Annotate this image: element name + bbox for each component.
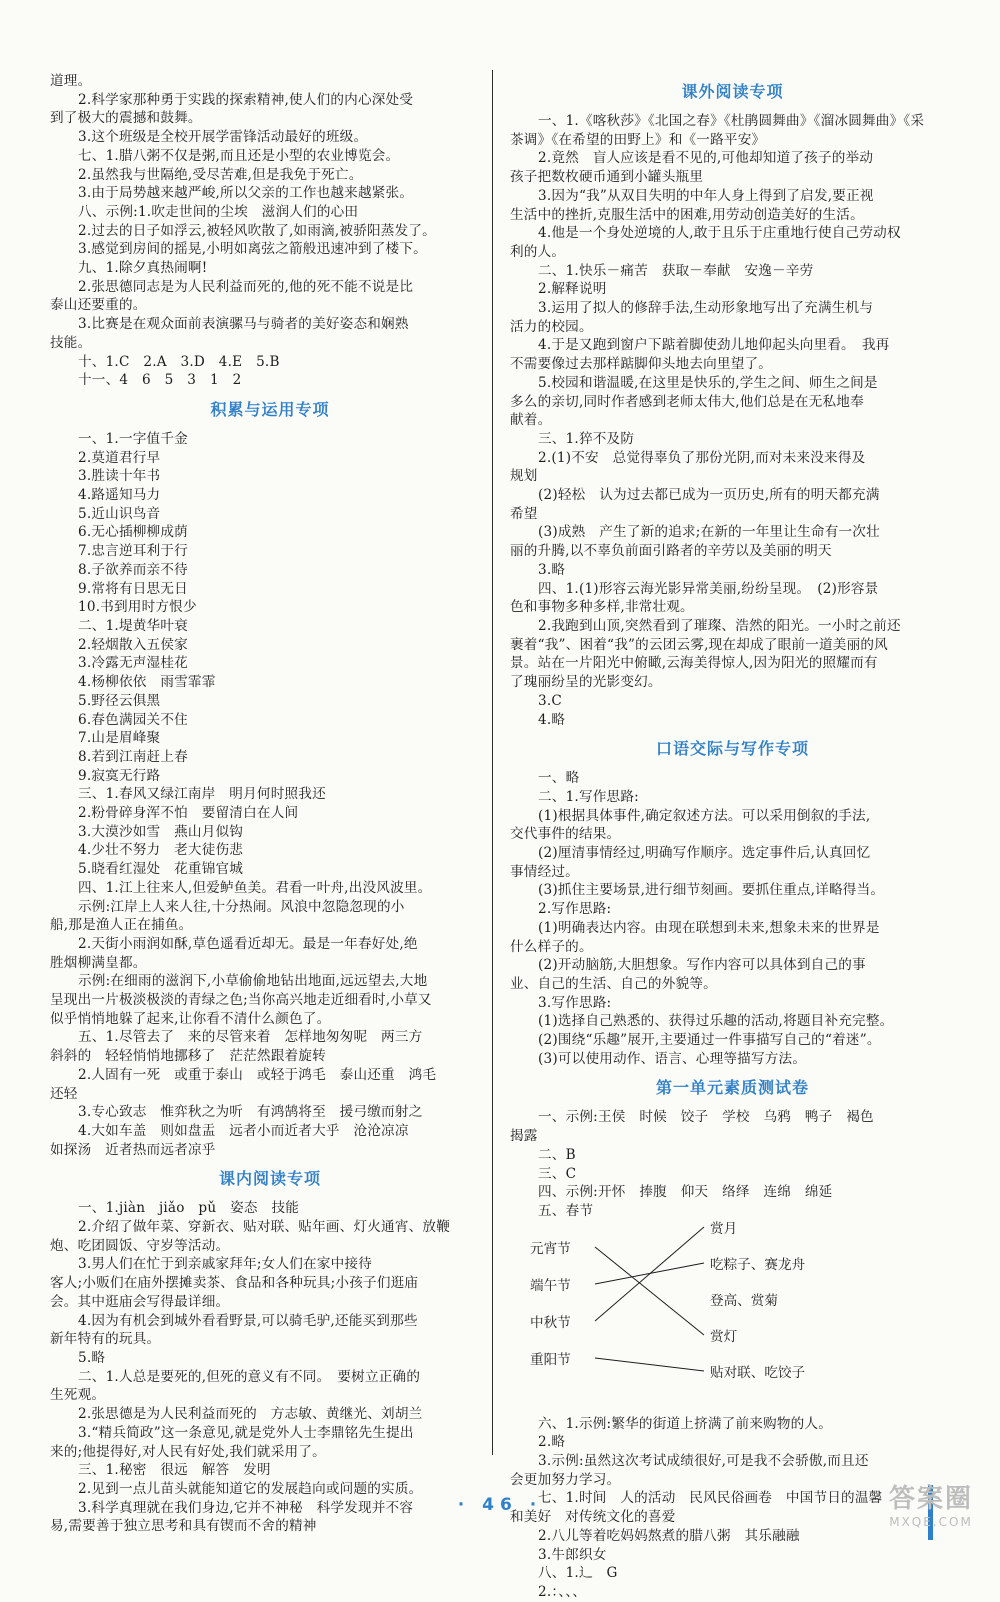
answer-line: 4.他是一个身处逆境的人,敢于且乐于庄重地行使自己劳动权 — [538, 225, 901, 242]
answer-line: 三、C — [538, 1165, 577, 1182]
answer-line: 4.路遥知马力 — [78, 487, 161, 504]
answer-line: 2.张思德是为人民利益而死的 方志敏、黄继光、刘胡兰 — [78, 1406, 423, 1423]
match-left-item: 元宵节 — [530, 1240, 571, 1257]
answer-line: 生活中的挫折,克服生活中的困难,用劳动创造美好的生活。 — [510, 206, 864, 223]
answer-line: 五、1.尽管去了 来的尽管来着 怎样地匆匆呢 两三方 — [78, 1029, 423, 1046]
match-right-item: 吃粽子、赛龙舟 — [710, 1256, 806, 1273]
answer-line: 3.胜读十年书 — [78, 468, 161, 485]
answer-line: 示例:江岸上人来人往,十分热闹。风浪中忽隐忽现的小 — [78, 898, 405, 915]
answer-line: 易,需要善于独立思考和具有锲而不舍的精神 — [50, 1518, 317, 1535]
answer-line: 2.写作思路: — [538, 901, 612, 918]
answer-line: 五、春节 — [538, 1202, 594, 1219]
answer-line: 9.常将有日思无日 — [78, 580, 188, 597]
answer-line: 九、1.除夕真热闹啊! — [78, 260, 208, 277]
answer-line: 3.运用了拟人的修辞手法,生动形象地写出了充满生机与 — [538, 300, 874, 317]
answer-line: 二、1.写作思路: — [538, 788, 639, 805]
match-left-item: 端午节 — [530, 1277, 571, 1294]
answer-line: 丽的升腾,以不辜负前面引路者的辛劳以及美丽的明天 — [510, 543, 832, 560]
section-heading: 积累与运用专项 — [210, 399, 330, 419]
answer-line: 胜烟柳满皇都。 — [50, 954, 147, 971]
answer-line: 3.C — [538, 692, 562, 709]
answer-line: 一、示例:王侯 时候 饺子 学校 乌鸦 鸭子 褐色 — [538, 1109, 874, 1126]
answer-line: 八、1.辶 G — [538, 1565, 618, 1582]
answer-line: 炮、吃团圆饭、守岁等活动。 — [50, 1237, 230, 1254]
answer-line: 到了极大的震撼和鼓舞。 — [50, 110, 202, 127]
answer-line: 3.科学真理就在我们身边,它并不神秘 科学发现并不容 — [78, 1499, 414, 1516]
watermark-text: 答案圈 — [888, 1484, 973, 1514]
answer-line: 道理。 — [50, 73, 92, 89]
answer-line: 泰山还要重的。 — [50, 297, 147, 314]
answer-line: 5.晓看红湿处 花重锦官城 — [78, 861, 244, 878]
answer-line: 斜斜的 轻轻悄悄地挪移了 茫茫然跟着旋转 — [50, 1048, 326, 1065]
answer-line: 8.若到江南赶上春 — [78, 748, 188, 765]
answer-line: 5.野径云俱黑 — [78, 692, 161, 709]
answer-line: 2.天街小雨润如酥,草色遥看近却无。最是一年春好处,绝 — [78, 935, 418, 952]
answer-line: 技能。 — [50, 334, 92, 351]
answer-line: 9.寂寞无行路 — [78, 767, 161, 784]
answer-line: 5.校园和谐温暖,在这里是快乐的,学生之间、师生之间是 — [538, 374, 878, 391]
answer-line: 四、1.(1)形容云海光影异常美丽,纷纷呈现。 (2)形容景 — [538, 580, 879, 597]
match-right-item: 赏月 — [710, 1220, 738, 1237]
answer-line: 孩子把数枚硬币通到小罐头瓶里 — [510, 169, 704, 186]
match-left-item: 重阳节 — [530, 1351, 571, 1368]
answer-line: 2.略 — [538, 1434, 566, 1451]
answer-line: 2.(1)不安 总觉得辜负了那份光阴,而对未来没来得及 — [538, 449, 866, 466]
answer-line: 7.忠言逆耳利于行 — [78, 543, 188, 560]
answer-line: 3.牛郎织女 — [538, 1546, 607, 1563]
answer-line: 客人;小贩们在庙外摆摊卖茶、食品和各种玩具;小孩子们逛庙 — [50, 1275, 419, 1292]
answer-line: 一、略 — [538, 770, 580, 787]
answer-line: 了瑰丽纷呈的光影变幻。 — [510, 674, 662, 691]
answer-line: 3.大漠沙如雪 燕山月似钩 — [78, 823, 244, 840]
answer-line: 交代事件的结果。 — [510, 826, 621, 843]
match-line-3 — [595, 1358, 704, 1371]
answer-line: 生死观。 — [50, 1387, 106, 1404]
match-right-item: 赏灯 — [710, 1328, 738, 1345]
answer-line: 来的;他提得好,对人民有好处,我们就采用了。 — [50, 1443, 326, 1460]
matching-lines — [510, 1223, 955, 1413]
answer-line: 献着。 — [510, 412, 552, 429]
answer-line: 4.杨柳依依 雨雪霏霏 — [78, 674, 216, 691]
answer-line: 三、1.春风又绿江南岸 明月何时照我还 — [78, 786, 326, 803]
answer-line: 2.：、、、 — [538, 1584, 587, 1600]
answer-line: 活力的校园。 — [510, 318, 593, 335]
answer-line: 茶调》《在希望的田野上》和《一路平安》 — [510, 131, 766, 148]
answer-line: 三、1.猝不及防 — [538, 430, 635, 447]
answer-line: 3.冷露无声湿桂花 — [78, 655, 188, 672]
answer-line: 裹着“我”、困着“我”的云团云雾,现在却成了眼前一道美丽的风 — [510, 636, 888, 653]
answer-line: 景。站在一片阳光中俯瞰,云海美得惊人,因为阳光的照耀而有 — [510, 655, 878, 672]
answer-line: 2.张思德同志是为人民利益而死的,他的死不能不说是比 — [78, 278, 414, 295]
answer-line: 十一、4 6 5 3 1 2 — [78, 372, 242, 389]
page-number: · 46 · — [457, 1495, 543, 1515]
answer-line: 2.竟然 盲人应该是看不见的,可他却知道了孩子的举动 — [538, 150, 874, 167]
answer-line: 和美好 对传统文化的喜爱 — [510, 1509, 676, 1526]
answer-line: 3.略 — [538, 561, 566, 578]
answer-line: 二、1.快乐－痛苦 获取－奉献 安逸－辛劳 — [538, 262, 814, 279]
answer-line: 8.子欲养而亲不待 — [78, 561, 188, 578]
answer-line: (1)明确表达内容。由现在联想到未来,想象未来的世界是 — [538, 919, 880, 936]
answer-line: 一、1.一字值千金 — [78, 430, 188, 447]
answer-line: 4.因为有机会到城外看看野景,可以骑毛驴,还能买到那些 — [78, 1312, 418, 1329]
answer-line: 3.专心致志 惟弈秋之为听 有鸿鹄将至 援弓缴而射之 — [78, 1104, 423, 1121]
watermark-logo — [872, 1478, 990, 1529]
answer-line: 七、1.腊八粥不仅是粥,而且还是小型的农业博览会。 — [78, 147, 400, 164]
answer-line: 业、自己的生活、自己的外貌等。 — [510, 975, 717, 992]
answer-line: 不需要像过去那样踮脚仰头地去向里望了。 — [510, 356, 773, 373]
answer-line: 5.略 — [78, 1350, 106, 1366]
answer-line: 2.过去的日子如浮云,被轻风吹散了,如雨滴,被骄阳蒸发了。 — [78, 222, 436, 239]
answer-line: 6.无心插柳柳成荫 — [78, 524, 188, 541]
answer-line: 10.书到用时方恨少 — [78, 599, 197, 616]
answer-line: 规划 — [510, 468, 538, 485]
section-heading: 口语交际与写作专项 — [655, 739, 809, 759]
column-divider — [492, 70, 493, 1455]
match-line-0 — [595, 1247, 704, 1335]
answer-line: 2.莫道君行早 — [78, 449, 161, 466]
answer-line: 三、1.秘密 很远 解答 发明 — [78, 1462, 271, 1479]
answer-line: 七、1.时间 人的活动 民风民俗画卷 中国节日的温馨 — [538, 1490, 883, 1507]
answer-line: 7.山是眉峰聚 — [78, 730, 161, 747]
answer-line: 3.示例:虽然这次考试成绩很好,可是我不会骄傲,而且还 — [538, 1453, 869, 1470]
answer-line: 二、1.堤黄华叶衰 — [78, 617, 188, 634]
answer-line: 4.大如车盖 则如盘盂 远者小而近者大乎 沧沧凉凉 — [78, 1122, 409, 1139]
answer-line: 一、1.《喀秋莎》《北国之春》《杜鹃圆舞曲》《溜冰圆舞曲》《采 — [538, 113, 925, 129]
answer-line: 希望 — [510, 505, 538, 522]
section-heading: 课内阅读专项 — [218, 1169, 321, 1189]
answer-line: 3.写作思路: — [538, 994, 612, 1011]
answer-line: 2.虽然我与世隔绝,受尽苦难,但是我免于死亡。 — [78, 166, 363, 183]
watermark-url: MXQE.COM — [889, 1515, 973, 1529]
answer-line: 四、示例:开怀 捧腹 仰天 络绎 连绵 绵延 — [538, 1184, 833, 1201]
answer-line: (1)选择自己熟悉的、获得过乐趣的活动,将题目补充完整。 — [538, 1013, 894, 1030]
answer-line: (2)厘清事情经过,明确写作顺序。选定事件后,认真回忆 — [538, 845, 871, 862]
answer-line: 2.人固有一死 或重于泰山 或轻于鸿毛 泰山还重 鸿毛 — [78, 1066, 437, 1083]
answer-line: 利的人。 — [510, 243, 566, 260]
answer-line: 3.由于局势越来越严峻,所以父亲的工作也越来越紧张。 — [78, 185, 414, 202]
answer-line: 船,那是渔人正在捕鱼。 — [50, 917, 193, 934]
answer-line: 新年特有的玩具。 — [50, 1331, 161, 1348]
right-column — [510, 72, 955, 1602]
answer-line: 二、1.人总是要死的,但死的意义有不同。 要树立正确的 — [78, 1368, 421, 1385]
answer-line: 2.粉骨碎身浑不怕 要留清白在人间 — [78, 805, 299, 822]
answer-line: 多么的亲切,同时作者感到老师太伟大,他们总是在无私地奉 — [510, 393, 864, 410]
answer-line: 2.科学家那种勇于实践的探索精神,使人们的内心深处受 — [78, 91, 414, 108]
answer-line: 4.略 — [538, 711, 566, 728]
answer-line: 4.少壮不努力 老大徒伤悲 — [78, 842, 244, 859]
answer-line: (2)轻松 认为过去都已成为一页历史,所有的明天都充满 — [538, 487, 880, 504]
answer-line: 6.春色满园关不住 — [78, 711, 188, 728]
answer-line: (3)可以使用动作、语言、心理等描写方法。 — [538, 1050, 807, 1067]
match-line-2 — [595, 1227, 704, 1321]
answer-line: 3.“精兵简政”这一条意见,就是党外人士李鼎铭先生提出 — [78, 1424, 414, 1441]
answer-line: 色和事物多种多样,非常壮观。 — [510, 599, 694, 616]
answer-line: (2)围绕“乐趣”展开,主要通过一件事描写自己的“着迷”。 — [538, 1032, 881, 1049]
answer-line: 六、1.示例:繁华的街道上挤满了前来购物的人。 — [538, 1415, 833, 1432]
answer-line: 似乎悄悄地躲了起来,让你看不清什么颜色了。 — [50, 1010, 331, 1027]
answer-line: (1)根据具体事件,确定叙述方法。可以采用倒叙的手法, — [538, 807, 871, 824]
answer-line: 八、示例:1.吹走世间的尘埃 滋润人们的心田 — [78, 203, 359, 220]
answer-line: 3.男人们在忙于到亲戚家拜年;女人们在家中接待 — [78, 1256, 373, 1273]
answer-line: 2.介绍了做年菜、穿新衣、贴对联、贴年画、灯火通宵、放鞭 — [78, 1219, 451, 1236]
answer-line: 2.轻烟散入五侯家 — [78, 636, 188, 653]
answer-line: (2)开动脑筋,大胆想象。写作内容可以具体到自己的事 — [538, 957, 866, 974]
answer-line: 4.于是又跑到窗户下踮着脚使劲儿地仰起头向里看。 我再 — [538, 337, 890, 354]
answer-line: 3.感觉到房间的摇晃,小明如离弦之箭般迅速冲到了楼下。 — [78, 241, 427, 258]
section-heading: 课外阅读专项 — [681, 82, 784, 101]
answer-line: 会更加努力学习。 — [510, 1471, 621, 1488]
answer-line: 5.近山识鸟音 — [78, 505, 161, 522]
answer-line: 四、1.江上往来人,但爱鲈鱼美。君看一叶舟,出没风波里。 — [78, 879, 432, 896]
answer-line: 2.见到一点儿苗头就能知道它的发展趋向或问题的实质。 — [78, 1480, 423, 1497]
match-right-item: 贴对联、吃饺子 — [710, 1364, 806, 1381]
answer-line: 一、1.jiàn jiǎo pǔ 姿态 技能 — [78, 1200, 300, 1217]
answer-line: 2.我跑到山顶,突然看到了璀璨、浩然的阳光。一小时之前还 — [538, 617, 901, 634]
answer-line: 2.解释说明 — [538, 281, 607, 298]
answer-line: 如探汤 近者热而远者凉乎 — [50, 1141, 216, 1158]
answer-line: 还轻 — [50, 1085, 78, 1102]
answer-line: 3.比赛是在观众面前表演骡马与骑者的美好姿态和娴熟 — [78, 316, 409, 333]
answer-line: 2.八儿等着吃妈妈熬煮的腊八粥 其乐融融 — [538, 1527, 800, 1544]
answer-line: 3.这个班级是全校开展学雷锋活动最好的班级。 — [78, 129, 368, 146]
answer-line: 会。其中逛庙会写得最详细。 — [50, 1293, 230, 1310]
answer-line: 示例:在细雨的滋润下,小草偷偷地钻出地面,远远望去,大地 — [78, 973, 428, 990]
answer-line: 呈现出一片极淡极淡的青绿之色;当你高兴地走近细看时,小草又 — [50, 992, 432, 1009]
answer-line: 十、1.C 2.A 3.D 4.E 5.B — [78, 353, 280, 370]
left-column — [50, 72, 490, 1536]
answer-line: 3.因为“我”从双目失明的中年人身上得到了启发,要正视 — [538, 187, 874, 204]
section-heading: 第一单元素质测试卷 — [655, 1078, 809, 1098]
answer-line: 什么样子的。 — [510, 938, 593, 955]
answer-line: (3)抓住主要场景,进行细节刻画。要抓住重点,详略得当。 — [538, 882, 885, 899]
answer-line: 揭露 — [510, 1128, 538, 1145]
answer-line: 二、B — [538, 1146, 576, 1163]
matching-exercise — [510, 1220, 955, 1413]
answer-line: (3)成熟 产生了新的追求;在新的一年里让生命有一次壮 — [538, 524, 880, 541]
match-right-item: 登高、赏菊 — [710, 1292, 778, 1309]
answer-line: 事情经过。 — [510, 863, 579, 880]
match-left-item: 中秋节 — [530, 1314, 571, 1331]
